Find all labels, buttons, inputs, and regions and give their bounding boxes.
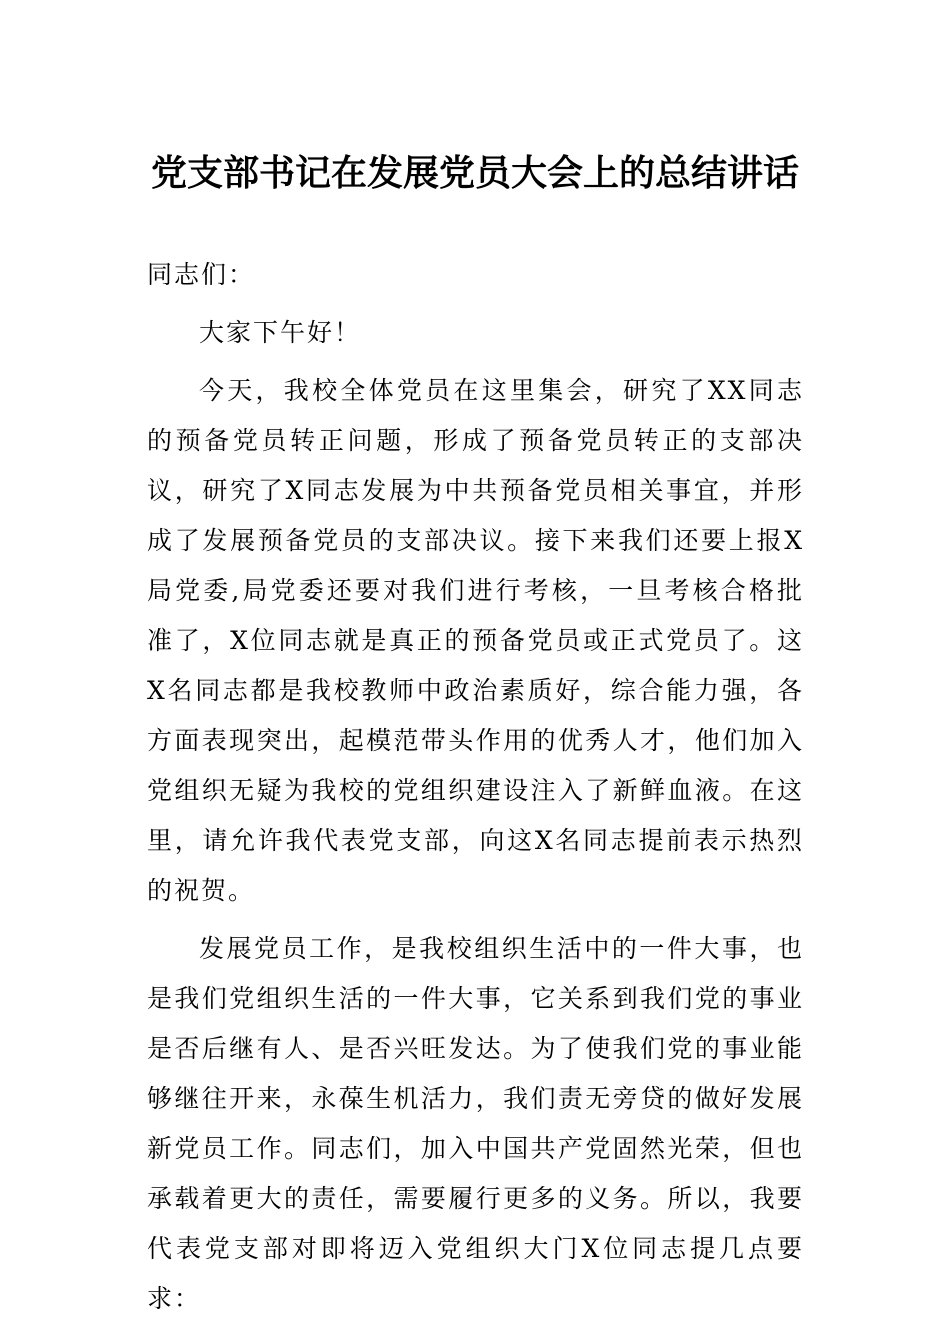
- salutation: 同志们：: [147, 260, 256, 289]
- paragraph-2: 发展党员工作，是我校组织生活中的一件大事，也是我们党组织生活的一件大事，它关系到我们党的事业是否后继有人、是否兴旺发达。为了使我们党的事业能够继往开来，永葆生机活力，我们责无旁贷的做好发展新党员工作。同志们，加入中国共产党固然光荣，但也承载着更大的责任，需要履行更多的义务。所以，我要代表党支部对即将迈入党组织大门X位同志提几点要求：: [147, 934, 804, 1313]
- document-title: 党支部书记在发展党员大会上的总结讲话: [150, 152, 799, 194]
- paragraph-1: 今天，我校全体党员在这里集会，研究了XX同志的预备党员转正问题，形成了预备党员转正的支部决议，研究了X同志发展为中共预备党员相关事宜，并形成了发展预备党员的支部决议。接下来我们还要上报X局党委,局党委还要对我们进行考核，一旦考核合格批准了，X位同志就是真正的预备党员或正式党员了。这X名同志都是我校教师中政治素质好，综合能力强，各方面表现突出，起模范带头作用的优秀人才，他们加入党组织无疑为我校的党组织建设注入了新鲜血液。在这里，请允许我代表党支部，向这X名同志提前表示热烈的祝贺。: [147, 376, 804, 905]
- document-body: [147, 250, 804, 1324]
- greeting: 大家下午好！: [199, 318, 362, 347]
